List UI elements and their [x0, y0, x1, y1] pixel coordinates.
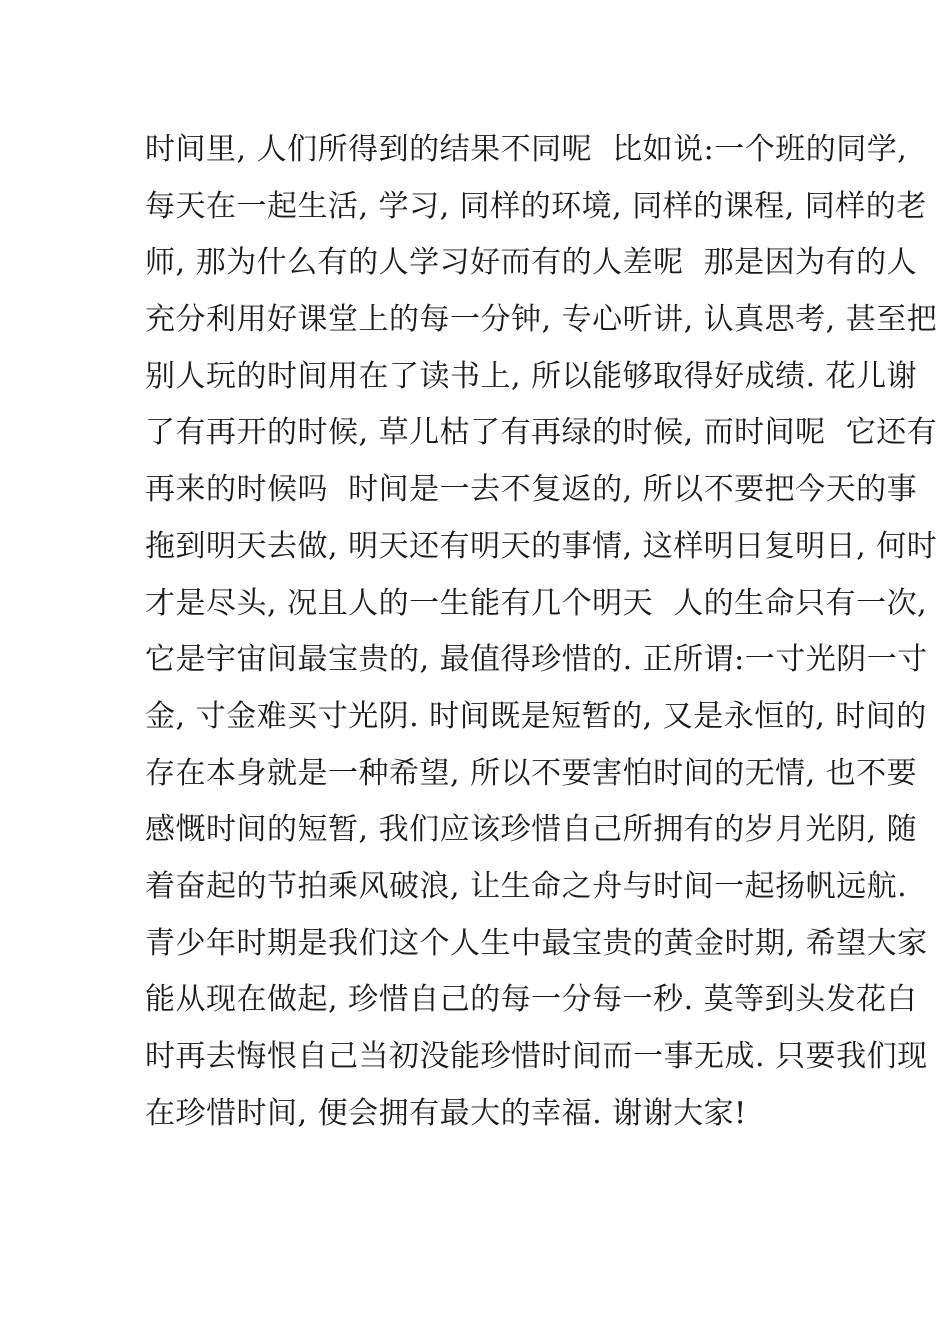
text-line: 在珍惜时间, 便会拥有最大的幸福. 谢谢大家! [145, 1095, 747, 1131]
text-line: 才是尽头, 况且人的一生能有几个明天 人的生命只有一次, [145, 585, 928, 621]
text-line: 师, 那为什么有的人学习好而有的人差呢 那是因为有的人 [145, 245, 918, 281]
text-line: 充分利用好课堂上的每一分钟, 专心听讲, 认真思考, 甚至把 [145, 302, 938, 338]
text-line: 别人玩的时间用在了读书上, 所以能够取得好成绩. 花儿谢 [145, 358, 918, 394]
text-line: 青少年时期是我们这个人生中最宝贵的黄金时期, 希望大家 [145, 925, 928, 961]
text-line: 再来的时候吗 时间是一去不复返的, 所以不要把今天的事 [145, 472, 918, 508]
text-line: 金, 寸金难买寸光阴. 时间既是短暂的, 又是永恒的, 时间的 [145, 698, 927, 734]
text-line: 每天在一起生活, 学习, 同样的环境, 同样的课程, 同样的老 [145, 188, 927, 224]
text-line: 能从现在做起, 珍惜自己的每一分每一秒. 莫等到头发花白 [145, 982, 918, 1018]
text-line: 时间里, 人们所得到的结果不同呢 比如说:一个班的同学, [145, 132, 908, 167]
text-line: 了有再开的时候, 草儿枯了有再绿的时候, 而时间呢 它还有 [145, 415, 938, 451]
text-line: 感慨时间的短暂, 我们应该珍惜自己所拥有的岁月光阴, 随 [145, 812, 918, 848]
text-line: 时再去悔恨自己当初没能珍惜时间而一事无成. 只要我们现 [145, 1039, 928, 1074]
text-line: 存在本身就是一种希望, 所以不要害怕时间的无情, 也不要 [145, 755, 918, 791]
text-line: 拖到明天去做, 明天还有明天的事情, 这样明日复明日, 何时 [145, 528, 938, 564]
text-line: 着奋起的节拍乘风破浪, 让生命之舟与时间一起扬帆远航. [145, 868, 908, 904]
text-line: 它是宇宙间最宝贵的, 最值得珍惜的. 正所谓:一寸光阴一寸 [145, 642, 928, 678]
document-body-text [145, 122, 938, 1142]
